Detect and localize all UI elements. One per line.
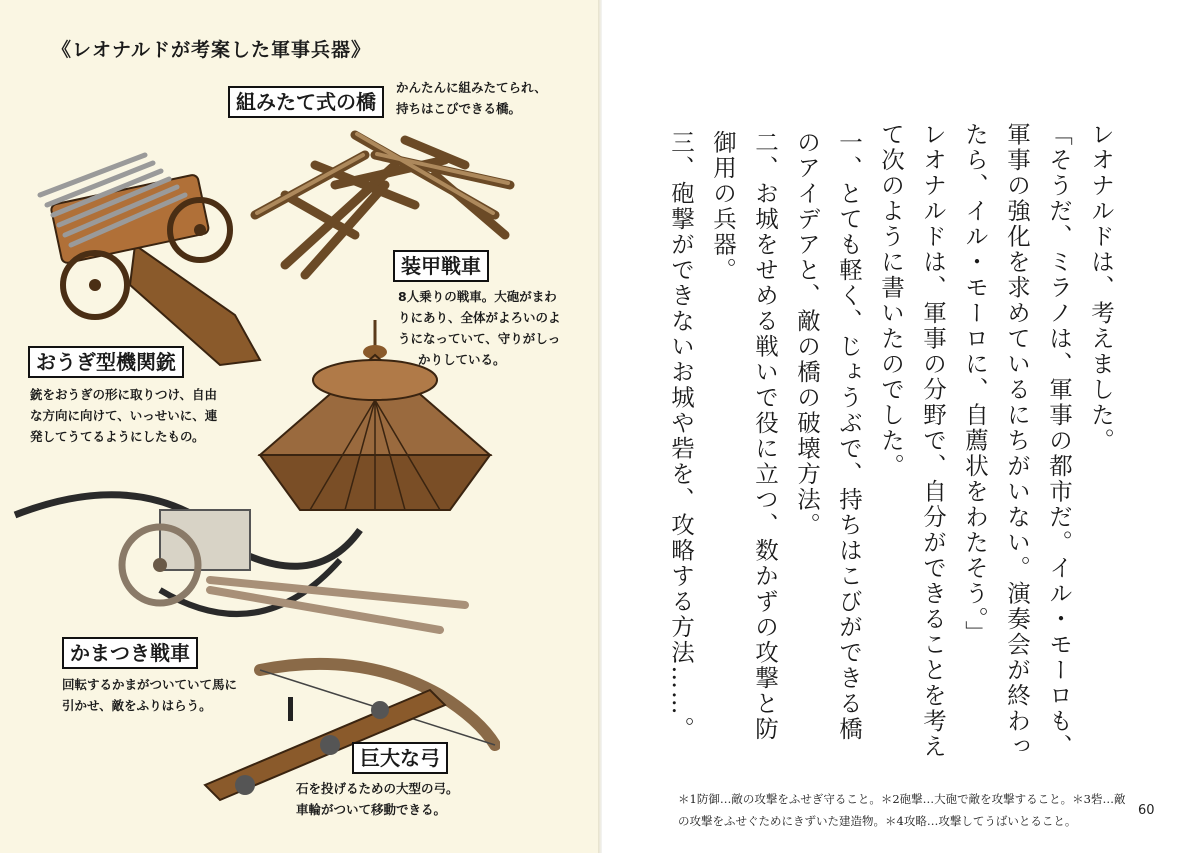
body-text bbox=[660, 122, 1122, 762]
section-title: 《レオナルドが考案した軍事兵器》 bbox=[52, 39, 372, 61]
bridge-description: かんたんに組みたてられ、 持ちはこびできる橋。 bbox=[396, 80, 547, 116]
paragraph: レオナルドは、考えました。 bbox=[1087, 122, 1115, 454]
scythe-chariot-label: かまつき戦車 bbox=[62, 637, 198, 669]
tank-label: 装甲戦車 bbox=[393, 250, 489, 282]
tank-description: 8人乗りの戦車。大砲がまわ りにあり、全体がよろいのよ うになっていて、守りがしっ かりしている。 bbox=[398, 289, 561, 367]
bridge-label: 組みたて式の橋 bbox=[228, 86, 384, 118]
page-number: 60 bbox=[1138, 803, 1155, 818]
list-item: 三、砲撃ができないお城や砦を、攻略する方法……。 bbox=[667, 130, 695, 742]
right-page bbox=[602, 0, 1200, 853]
footnote-line: ＊1防御…敵の攻撃をふせぎ守ること。＊2砲撃…大砲で敵を攻撃すること。＊3砦…敵 bbox=[678, 792, 1126, 806]
crossbow-label: 巨大な弓 bbox=[352, 742, 448, 774]
fan-gun-label: おうぎ型機関銃 bbox=[28, 346, 184, 378]
scythe-chariot-description: 回転するかまがついていて馬に 引かせ、敵をふりはらう。 bbox=[62, 677, 238, 713]
crossbow-description: 石を投げるための大型の弓。 車輪がついて移動できる。 bbox=[296, 781, 459, 817]
list-item: 一、とても軽く、じょうぶで、持ちはこびができる橋のアイデアと、敵の橋の破壊方法。 bbox=[793, 130, 863, 742]
paragraph: レオナルドは、軍事の分野で、自分ができることを考えて次のように書いたのでした。 bbox=[877, 122, 947, 760]
paragraph: 「そうだ、ミラノは、軍事の都市だ。イル・モーロも、軍事の強化を求めているにちがいない。演奏会が終わったら、イル・モーロに、自薦状をわたそう。」 bbox=[961, 122, 1073, 760]
list-item: 二、お城をせめる戦いで役に立つ、数かずの攻撃と防御用の兵器。 bbox=[709, 130, 779, 742]
fan-gun-description: 銃をおうぎの形に取りつけ、自由 な方向に向けて、いっせいに、連 発してうてるようにしたもの。 bbox=[30, 387, 218, 444]
scythe-chariot-illustration bbox=[10, 480, 470, 645]
footnotes bbox=[678, 788, 1125, 832]
footnote-line: の攻撃をふせぐためにきずいた建造物。＊4攻略…攻撃してうばいとること。 bbox=[678, 814, 1077, 828]
fan-gun-illustration bbox=[25, 135, 265, 370]
